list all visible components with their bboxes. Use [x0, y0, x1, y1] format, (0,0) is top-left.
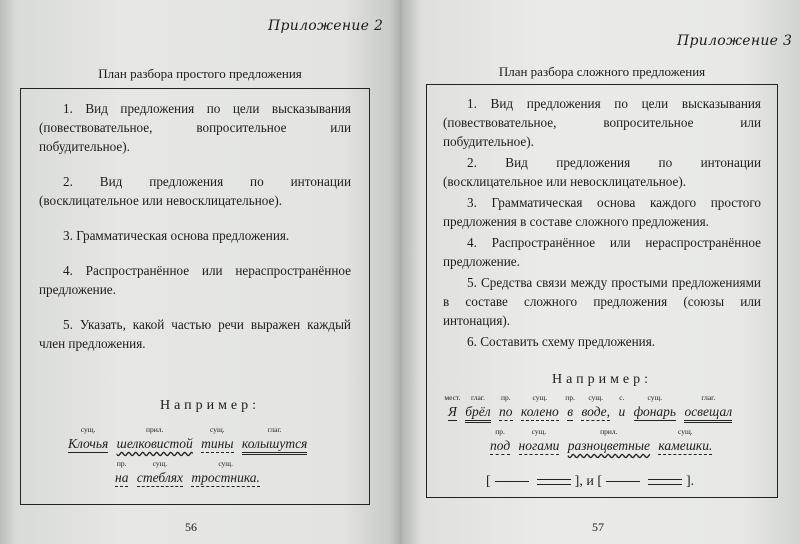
pos-label: сущ.: [531, 427, 547, 436]
right-plan-item-6: 6. Составить схему предложения.: [467, 334, 656, 349]
scheme-predicate-line-2: [648, 479, 682, 485]
example-word: пр. в: [565, 393, 575, 419]
right-title: План разбора сложного предложения: [498, 64, 706, 79]
right-example-line-2: [490, 427, 717, 455]
left-example-title: Например:: [159, 398, 261, 413]
pos-label: пр.: [565, 393, 575, 402]
right-plan-item-3: 3. Грамматическая основа каждого простого предложения в составе сложного предложения.: [443, 195, 761, 229]
pos-label: глаг.: [267, 425, 282, 434]
example-word: прил. разноцветные: [567, 427, 650, 453]
right-plan-item-1: 1. Вид предложения по цели высказывания (повествовательное, вопросительное или побудительное).: [443, 96, 761, 149]
sentence-scheme: [486, 474, 694, 490]
left-example-line-1: [68, 425, 312, 455]
left-plan-item-1: 1. Вид предложения по цели высказывания (повествовательное, вопросительное или побудительное).: [39, 101, 351, 154]
example-word: сущ. фонарь: [633, 393, 677, 419]
pos-label: глаг.: [701, 393, 716, 402]
left-example-line-2: [115, 459, 265, 487]
example-word: сущ. тростника.: [191, 459, 260, 485]
example-word: пр. под: [490, 427, 511, 453]
left-plan-item-4: 4. Распространённое или нераспространённое предложение.: [39, 263, 351, 297]
right-example-title: Например:: [551, 372, 653, 387]
pos-label: мест.: [444, 393, 461, 402]
example-word: сущ. камешки.: [658, 427, 713, 453]
right-example-line-1: [444, 393, 737, 423]
example-word: сущ. тины: [201, 425, 234, 451]
scheme-subject-line: [495, 481, 529, 482]
right-plan-item-4: 4. Распространённое или нераспространённое предложение.: [443, 235, 761, 269]
pos-label: пр.: [500, 393, 511, 402]
page-number-left: 56: [185, 520, 197, 534]
example-word: с. и: [618, 393, 626, 419]
left-title: План разбора простого предложения: [98, 66, 302, 81]
example-word: глаг. брёл: [465, 404, 490, 423]
example-word: глаг. освещал: [684, 404, 732, 423]
pos-label: сущ.: [647, 393, 663, 402]
appendix-label-left: Приложение 2: [268, 18, 384, 34]
scheme-close-bracket: ].: [686, 474, 695, 489]
example-word: пр. по: [499, 393, 513, 419]
left-plan-item-3: 3. Грамматическая основа предложения.: [63, 228, 290, 243]
example-word: мест. Я: [444, 393, 461, 419]
pos-label: сущ.: [210, 425, 225, 434]
example-word: прил. шелковистой: [116, 425, 193, 451]
pos-label: сущ.: [80, 425, 96, 434]
pos-label: сущ.: [152, 459, 168, 468]
right-page: [402, 0, 800, 544]
example-word: глаг. колышутся: [242, 436, 307, 455]
pos-label: сущ.: [678, 427, 693, 436]
right-plan-item-2: 2. Вид предложения по интонации (восклицательное или невосклицательное).: [443, 155, 761, 189]
example-word: пр. на: [115, 459, 129, 485]
pos-label: сущ.: [218, 459, 233, 468]
scheme-predicate-line: [537, 479, 571, 485]
example-word: сущ. воде,: [581, 393, 611, 419]
pos-label: прил.: [146, 425, 164, 434]
pos-label: прил.: [600, 427, 618, 436]
scheme-open-bracket: [: [486, 474, 491, 489]
scheme-middle: ], и [: [574, 474, 602, 489]
right-plan-item-5: 5. Средства связи между простыми предложениями в составе сложного предложения (союзы или интонация).: [443, 275, 761, 328]
pos-label: с.: [619, 393, 625, 402]
page-number-right: 57: [592, 520, 604, 534]
left-plan-item-2: 2. Вид предложения по интонации (восклицательное или невосклицательное).: [39, 174, 351, 208]
pos-label: глаг.: [471, 393, 485, 402]
example-word: сущ. Клочья: [68, 425, 109, 451]
pos-label: пр.: [116, 459, 127, 468]
pos-label: сущ.: [532, 393, 548, 402]
example-word: сущ. стеблях: [136, 459, 183, 485]
pos-label: сущ.: [588, 393, 604, 402]
example-word: сущ. колено: [520, 393, 559, 419]
pos-label: пр.: [495, 427, 505, 436]
left-plan-item-5: 5. Указать, какой частью речи выражен каждый член предложения.: [39, 317, 351, 351]
scheme-subject-line-2: [606, 481, 640, 482]
appendix-label-right: Приложение 3: [677, 33, 793, 49]
example-word: сущ. ногами: [518, 427, 560, 453]
